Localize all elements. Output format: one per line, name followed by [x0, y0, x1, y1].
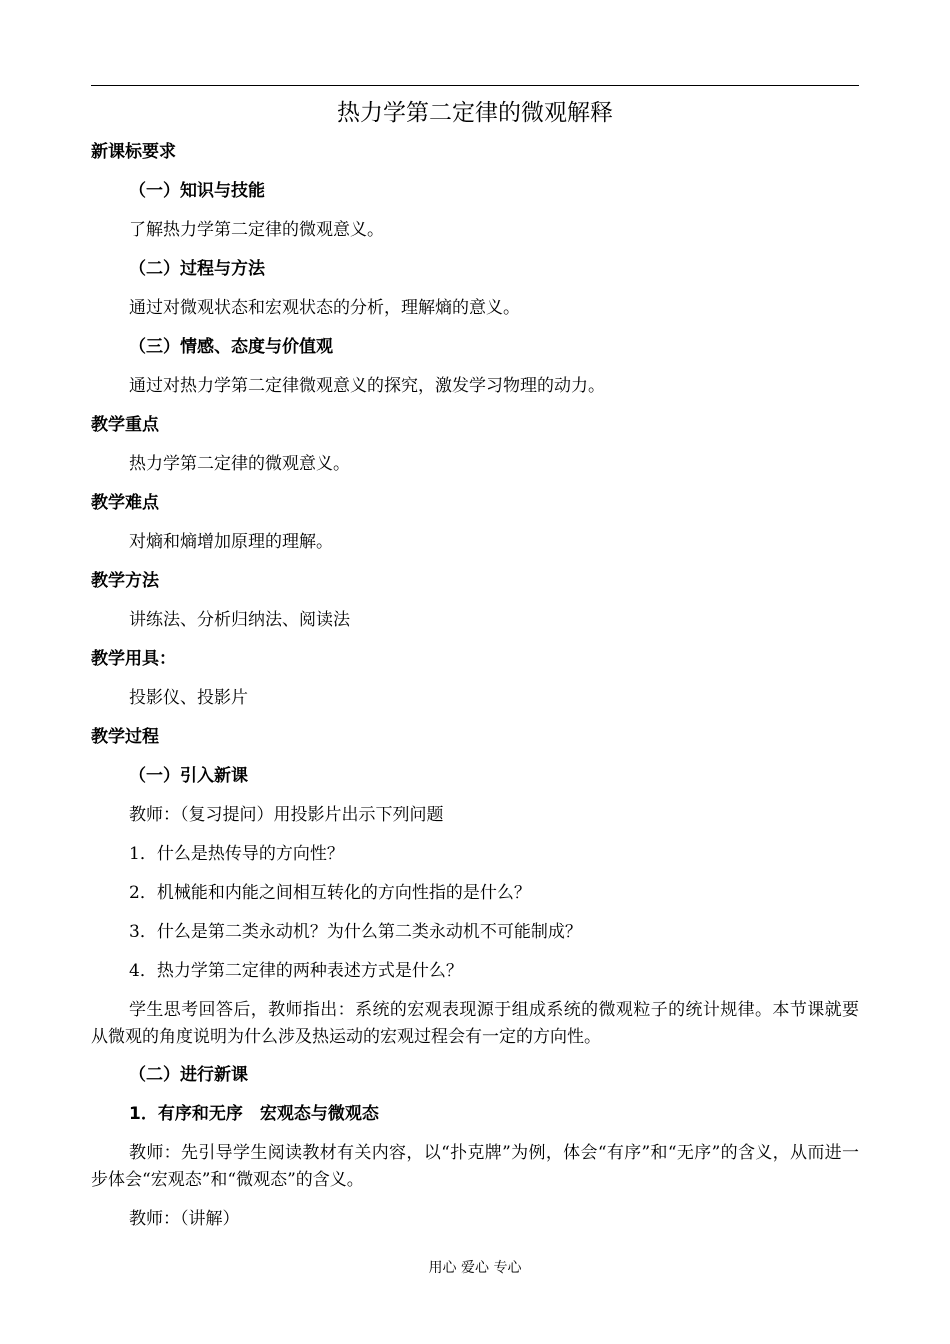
question-3: 3．什么是第二类永动机？为什么第二类永动机不可能制成？ — [129, 922, 582, 942]
heading-tools: 教学用具： — [91, 649, 176, 669]
heading-methods: 教学方法 — [91, 571, 159, 591]
subheading-knowledge: （一）知识与技能 — [129, 181, 265, 201]
heading-difficulties: 教学难点 — [91, 493, 159, 513]
topic-1-paragraph: 教师：先引导学生阅读教材有关内容，以“扑克牌”为例，体会“有序”和“无序”的含义，从而进一步体会“宏观态”和“微观态”的含义。 — [91, 1143, 859, 1190]
subheading-values: （三）情感、态度与价值观 — [129, 337, 333, 357]
text-tools: 投影仪、投影片 — [129, 688, 248, 708]
heading-key-points: 教学重点 — [91, 415, 159, 435]
subheading-new-lesson: （二）进行新课 — [129, 1065, 248, 1085]
header-rule — [91, 85, 859, 86]
document-title: 热力学第二定律的微观解释 — [337, 100, 613, 126]
intro-paragraph: 学生思考回答后，教师指出：系统的宏观表现源于组成系统的微观粒子的统计规律。本节课就要从微观的角度说明为什么涉及热运动的宏观过程会有一定的方向性。 — [91, 1000, 859, 1047]
subheading-process-method: （二）过程与方法 — [129, 259, 265, 279]
question-1: 1．什么是热传导的方向性？ — [129, 844, 344, 864]
heading-teaching-process: 教学过程 — [91, 727, 159, 747]
text-process-method: 通过对微观状态和宏观状态的分析，理解熵的意义。 — [129, 298, 520, 318]
question-2: 2．机械能和内能之间相互转化的方向性指的是什么？ — [129, 883, 531, 903]
subheading-topic-1: 1．有序和无序 宏观态与微观态 — [129, 1104, 379, 1124]
text-knowledge: 了解热力学第二定律的微观意义。 — [129, 220, 384, 240]
text-lecture: 教师：（讲解） — [129, 1209, 240, 1229]
text-key-points: 热力学第二定律的微观意义。 — [129, 454, 350, 474]
page-footer: 用心 爱心 专心 — [428, 1260, 522, 1276]
heading-curriculum: 新课标要求 — [91, 142, 176, 162]
text-intro-teacher: 教师：（复习提问）用投影片出示下列问题 — [129, 805, 444, 825]
question-4: 4．热力学第二定律的两种表述方式是什么？ — [129, 961, 463, 981]
subheading-intro: （一）引入新课 — [129, 766, 248, 786]
text-values: 通过对热力学第二定律微观意义的探究，激发学习物理的动力。 — [129, 376, 605, 396]
text-difficulties: 对熵和熵增加原理的理解。 — [129, 532, 333, 552]
text-methods: 讲练法、分析归纳法、阅读法 — [129, 610, 350, 630]
